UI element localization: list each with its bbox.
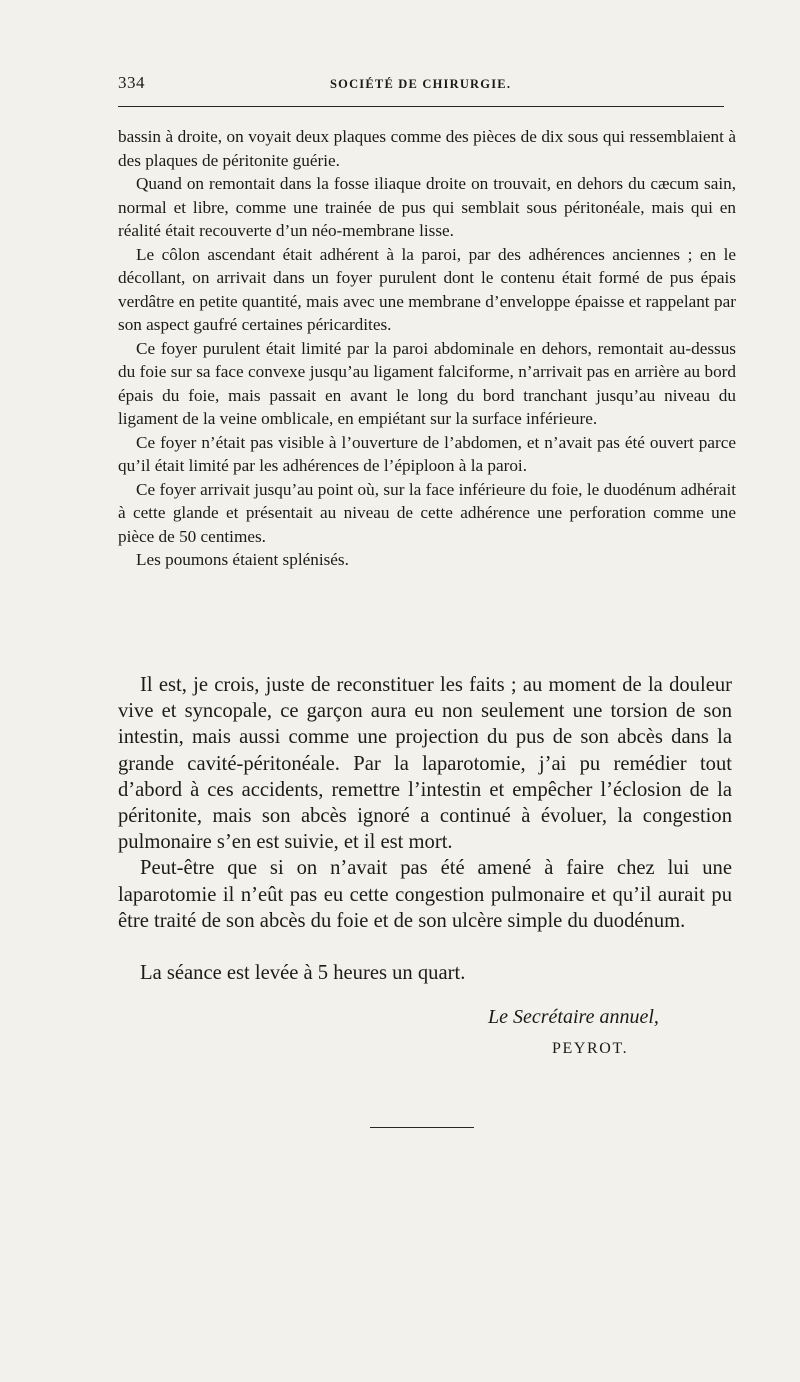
- observation-paragraph: Ce foyer arrivait jusqu’au point où, sur la face inférieure du foie, le duodénum adhérait à cette glande et présentait au niveau de cette adhérence une perforation comme une pièce de 50 centimes.: [118, 479, 736, 546]
- observation-paragraph: Ce foyer n’était pas visible à l’ouverture de l’abdomen, et n’avait pas été ouvert parce qu’il était limité par les adhérences de l’épiploon à la paroi.: [118, 432, 736, 475]
- observation-section: [118, 125, 736, 572]
- signature-name: PEYROT.: [552, 1040, 629, 1057]
- signature-title: Le Secrétaire annuel,: [488, 1006, 659, 1028]
- page-number: 334: [118, 73, 145, 92]
- observation-paragraph: Ce foyer purulent était limité par la paroi abdominale en dehors, remontait au-dessus du foie sur sa face convexe jusqu’au ligament falciforme, n’arrivait pas en arrière au bord épais du foie, mais passait en avant le long du bord tranchant jusqu’au niveau du ligament de la veine omblicale, en empiétant sur la surface inférieure.: [118, 338, 736, 428]
- observation-paragraph: Quand on remontait dans la fosse iliaque droite on trouvait, en dehors du cæcum sain, normal et libre, comme une trainée de pus qui semblait sous péritonéale, mais qui en réalité était recouverte d’un néo-membrane lisse.: [118, 174, 736, 240]
- end-rule: [370, 1127, 474, 1128]
- commentary-paragraph: Peut-être que si on n’avait pas été amené à faire chez lui une laparotomie il n’eût pas eu cette congestion pulmonaire et qu’il aurait pu être traité de son abcès du foie et de son ulcère simple du duodénum.: [118, 857, 732, 932]
- observation-paragraph: Le côlon ascendant était adhérent à la paroi, par des adhérences anciennes ; en le décollant, on arrivait dans un foyer purulent dont le contenu était formé de pus épais verdâtre en petite quantité, mais avec une membrane d’enveloppe épaisse et rappelant par son aspect gaufré certaines péricardites.: [118, 244, 736, 334]
- page-header: [118, 73, 724, 95]
- running-title: SOCIÉTÉ DE CHIRURGIE.: [330, 77, 512, 91]
- commentary-section: [118, 672, 732, 934]
- observation-paragraph: Les poumons étaient splénisés.: [136, 550, 349, 569]
- header-rule: [118, 106, 724, 107]
- commentary-paragraph: Il est, je crois, juste de reconstituer les faits ; au moment de la douleur vive et syncopale, ce garçon aura eu non seulement une torsion de son intestin, mais aussi comme une projection du pus de son abcès dans la grande cavité-péritonéale. Par la laparotomie, j’ai pu remédier tout d’abord à ces accidents, remettre l’intestin et empêcher l’éclosion de la péritonite, mais son abcès ignoré a continué à évoluer, la congestion pulmonaire s’en est suivie, et il est mort.: [118, 674, 732, 854]
- observation-paragraph: bassin à droite, on voyait deux plaques comme des pièces de dix sous qui ressemblaient à des plaques de péritonite guérie.: [118, 127, 736, 170]
- session-closing: La séance est levée à 5 heures un quart.: [140, 962, 466, 984]
